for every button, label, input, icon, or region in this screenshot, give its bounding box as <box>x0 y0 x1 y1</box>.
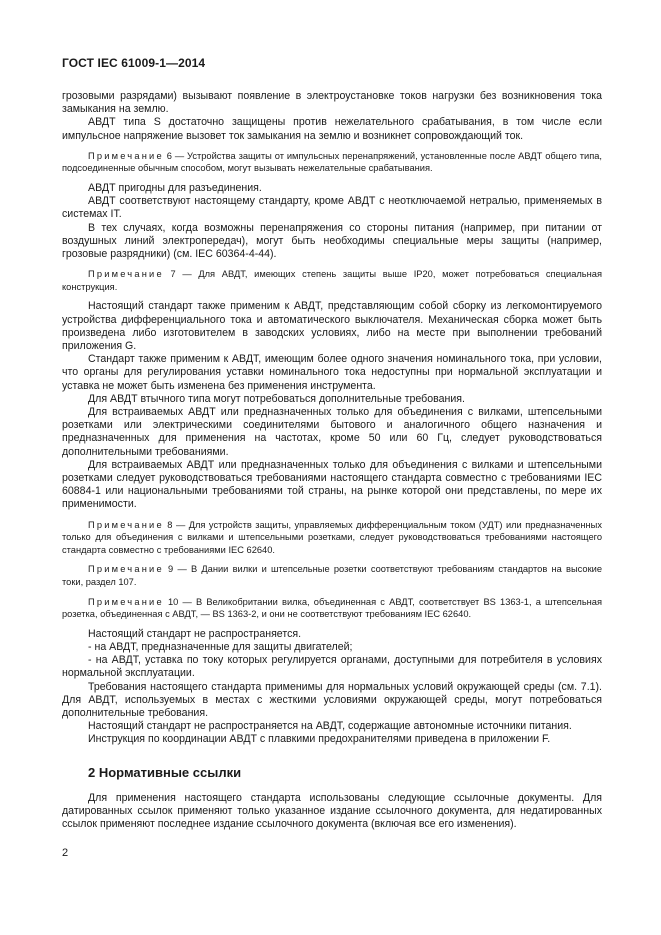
paragraph: грозовыми разрядами) вызывают появление в электроустановке токов нагрузки без возникновения тока замыкания на землю. <box>62 90 602 116</box>
paragraph: Для встраиваемых АВДТ или предназначенных только для объединения с вилками, штепсельными розетками или электрическими соединителями бытового и аналогичного общего назначения и предназначенных для применения на частотах, кроме 50 или 60 Гц, следует руководствоваться дополнительными требованиями. <box>62 406 602 458</box>
paragraph: Для АВДТ втычного типа могут потребоваться дополнительные требования. <box>88 392 465 405</box>
paragraph: Настоящий стандарт также применим к АВДТ, представляющим собой сборку из легкомонтируемого устройства дифференциального тока и автоматического выключателя. Механическая сборка может быть произведена либо изготовителем в заводских условиях, либо на месте при выполнении требований приложения G. <box>62 300 602 353</box>
paragraph: Настоящий стандарт не распространяется на АВДТ, содержащие автономные источники питания. <box>88 720 572 733</box>
note-label: Примечание <box>88 150 164 161</box>
note-text: 10 — В Великобритании вилка, объединенная с АВДТ, соответствует BS 1363-1, а штепсельная розетка, объединенная с АВДТ, — BS 1363-2, и они не соответствуют требованиям IEC 62640. <box>62 596 602 620</box>
paragraph: АВДТ типа S достаточно защищены против нежелательного срабатывания, в том числе если импульсное напряжение вызовет ток замыкания на землю и возникнет сопровождающий ток. <box>62 116 602 142</box>
note-text: 9 — В Дании вилки и штепсельные розетки соответствуют требованиям стандартов на высокие токи, раздел 107. <box>62 564 602 588</box>
note-8 <box>62 519 602 557</box>
note-label: Примечание <box>88 519 164 530</box>
note-label: Примечание <box>88 269 164 280</box>
standard-header: ГОСТ IEC 61009-1—2014 <box>62 56 206 70</box>
document-body <box>62 90 602 747</box>
section-body <box>62 792 602 832</box>
section-heading: 2 Нормативные ссылки <box>88 764 242 780</box>
note-7 <box>62 268 602 293</box>
note-9 <box>62 563 602 588</box>
paragraph: Требования настоящего стандарта применимы для нормальных условий окружающей среды (см. 7.1). Для АВДТ, используемых в местах с жесткими условиями окружающей среды, могут потребоваться дополнительные требования. <box>62 680 602 720</box>
note-label: Примечание <box>88 564 164 575</box>
note-6 <box>62 150 602 175</box>
note-text: 7 — Для АВДТ, имеющих степень защиты выше IP20, может потребоваться специальная конструкция. <box>62 269 602 292</box>
list-item: - на АВДТ, предназначенные для защиты двигателей; <box>88 641 353 654</box>
paragraph: АВДТ соответствуют настоящему стандарту, кроме АВДТ с неотключаемой нетралью, применяемых в системах IT. <box>62 195 602 221</box>
paragraph: Для применения настоящего стандарта использованы следующие ссылочные документы. Для датированных ссылок применяют только указанное издание ссылочного документа, для недатированных ссылок применяют последнее издание ссылочного документа (включая все его изменения). <box>62 791 602 831</box>
paragraph: АВДТ пригодны для разъединения. <box>88 182 262 194</box>
paragraph: Для встраиваемых АВДТ или предназначенных только для объединения с вилками и штепсельными розетками следует руководствоваться требованиями настоящего стандарта совместно с требованиями IEC 60884-1 или национальными требованиями той страны, на рынке которой они представлены, по мере их применимости. <box>62 458 602 511</box>
paragraph: Инструкция по координации АВДТ с плавкими предохранителями приведена в приложении F. <box>88 733 551 746</box>
note-text: 6 — Устройства защиты от импульсных перенапряжений, установленные после АВДТ общего типа, подсоединенные обычным способом, могут вызывать нежелательные срабатывания. <box>62 150 602 174</box>
document-page <box>62 56 602 831</box>
paragraph: Стандарт также применим к АВДТ, имеющим более одного значения номинального тока, при условии, что органы для регулирования уставки номинального тока недоступны при нормальной эксплуатации и уставка не может быть изменена без применения инструмента. <box>62 353 602 392</box>
paragraph: Настоящий стандарт не распространяется. <box>88 627 302 640</box>
note-label: Примечание <box>88 596 164 607</box>
note-text: 8 — Для устройств защиты, управляемых дифференциальным током (УДТ) или предназначенных только для объединения с вилками и штепсельными розетками, следует руководствоваться требованиями настоящего стандарта совместно с требованиями IEC 62640. <box>62 519 602 555</box>
paragraph: В тех случаях, когда возможны перенапряжения со стороны питания (например, при питании от воздушных линий электропередач), могут быть необходимы специальные меры защиты (например, грозовые разрядники) (см. IEC 60364-4-44). <box>62 221 602 261</box>
note-10 <box>62 596 602 621</box>
page-number: 2 <box>62 847 69 859</box>
list-item: - на АВДТ, уставка по току которых регулируется органами, доступными для потребителя в условиях нормальной эксплуатации. <box>62 654 602 680</box>
